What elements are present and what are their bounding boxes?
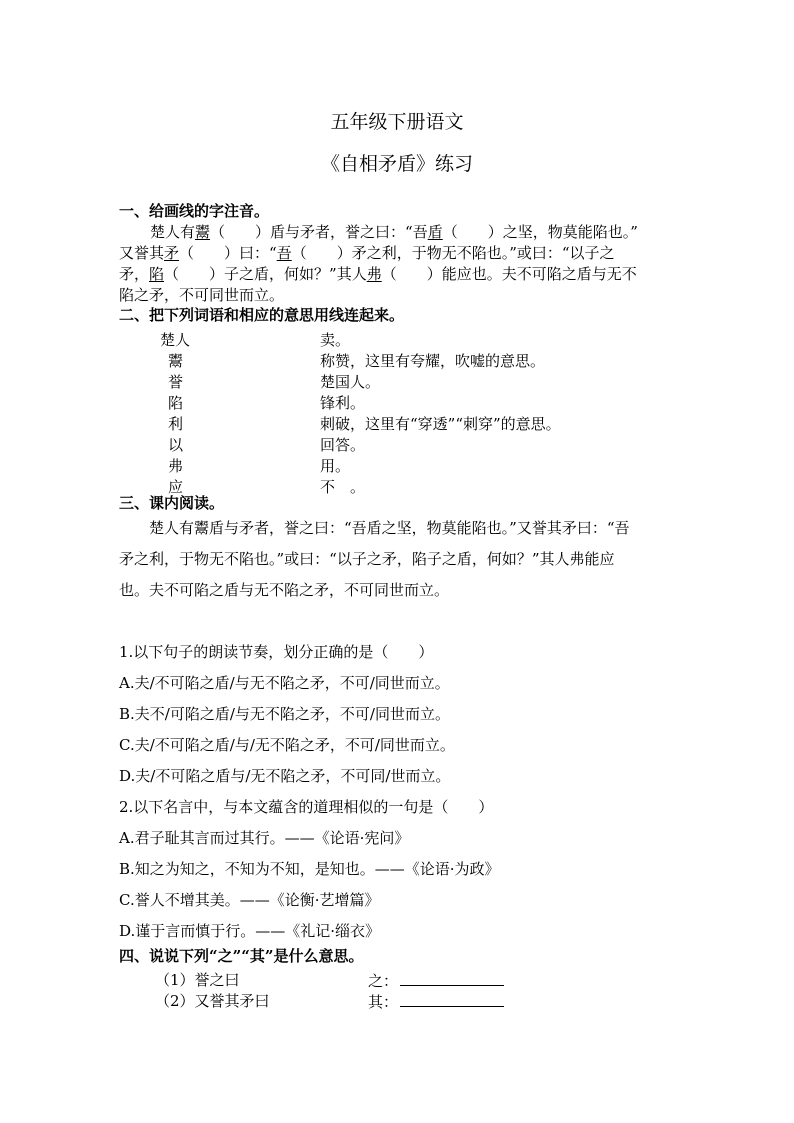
underlined-char: 矛 (164, 244, 180, 262)
question-2-option-d: D.谨于言而慎于行。——《礼记·缁衣》 (119, 922, 381, 940)
match-word: 利 (168, 415, 184, 433)
match-meaning: 卖。 (320, 331, 351, 349)
question-1-option-c: C.夫/不可陷之盾/与/无不陷之矛，不可/同世而立。 (119, 736, 455, 754)
match-word: 誉 (168, 373, 184, 391)
section4-answer-1 (368, 970, 504, 992)
answer-label: 其： (368, 993, 399, 1011)
underlined-char: 陷 (149, 265, 165, 283)
answer-label: 之： (368, 972, 399, 990)
match-meaning: 不 。 (320, 478, 366, 496)
question-1-option-b: B.夫不/可陷之盾/与无不陷之矛，不可/同世而立。 (119, 705, 450, 723)
match-word: 应 (168, 478, 184, 496)
section1-line4: 陷之矛，不可同世而立。 (119, 286, 285, 304)
answer-blank[interactable] (400, 970, 504, 986)
match-word: 楚人 (160, 331, 191, 349)
section1-heading: 一、给画线的字注音。 (119, 202, 270, 220)
underlined-char: 吾 (276, 244, 292, 262)
match-word: 陷 (168, 394, 184, 412)
match-meaning: 刺破，这里有“穿透”“刺穿”的意思。 (320, 415, 561, 433)
page-subtitle: 《自相矛盾》练习 (320, 153, 473, 175)
match-meaning: 锋利。 (320, 394, 366, 412)
passage-line: 也。夫不可陷之盾与无不陷之矛，不可同世而立。 (119, 581, 450, 599)
match-meaning: 回答。 (320, 436, 366, 454)
underlined-char: 鬻 (195, 223, 211, 241)
question-2-stem: 2.以下名言中，与本文蕴含的道理相似的一句是（ ） (119, 798, 494, 816)
section1-line3: 矛，陷（ ）子之盾，何如？”其人弗（ ）能应也。夫不可陷之盾与无不 (119, 265, 637, 283)
section2-heading: 二、把下列词语和相应的意思用线连起来。 (119, 306, 405, 324)
section4-heading: 四、说说下列“之”“其”是什么意思。 (119, 947, 364, 965)
question-1-option-d: D.夫/不可陷之盾与/无不陷之矛，不可同/世而立。 (119, 767, 451, 785)
question-2-option-b: B.知之为知之，不知为不知，是知也。——《论语·为政》 (119, 860, 500, 878)
section3-heading: 三、课内阅读。 (119, 494, 225, 512)
match-meaning: 称赞，这里有夸耀，吹嘘的意思。 (320, 352, 546, 370)
passage-line: 矛之利，于物无不陷也。”或曰：“以子之矛，陷子之盾，何如？”其人弗能应 (119, 550, 615, 568)
match-meaning: 用。 (320, 457, 351, 475)
section4-phrase-2: （2）又誉其矛曰 (155, 992, 270, 1010)
match-word: 鬻 (168, 352, 184, 370)
section1-line1: 楚人有鬻（ ）盾与矛者，誉之曰：“吾盾（ ）之坚，物莫能陷也。” (150, 223, 638, 241)
underlined-char: 弗 (366, 265, 382, 283)
underlined-char: 盾 (427, 223, 443, 241)
answer-blank[interactable] (400, 991, 504, 1007)
question-2-option-a: A.君子耻其言而过其行。——《论语·宪问》 (119, 829, 410, 847)
page-title: 五年级下册语文 (330, 111, 464, 133)
section4-phrase-1: （1）誉之曰 (155, 971, 240, 989)
match-word: 弗 (168, 457, 184, 475)
question-2-option-c: C.誉人不增其美。——《论衡·艺增篇》 (119, 891, 380, 909)
question-1-stem: 1.以下句子的朗读节奏，划分正确的是（ ） (119, 643, 434, 661)
match-word: 以 (168, 436, 184, 454)
section4-answer-2 (368, 991, 504, 1013)
passage-line: 楚人有鬻盾与矛者，誉之曰：“吾盾之坚，物莫能陷也。”又誉其矛曰：“吾 (119, 519, 630, 537)
section1-line2: 又誉其矛（ ）曰：“吾（ ）矛之利，于物无不陷也。”或曰：“以子之 (119, 244, 615, 262)
question-1-option-a: A.夫/不可陷之盾/与无不陷之矛，不可/同世而立。 (119, 674, 450, 692)
match-meaning: 楚国人。 (320, 373, 381, 391)
